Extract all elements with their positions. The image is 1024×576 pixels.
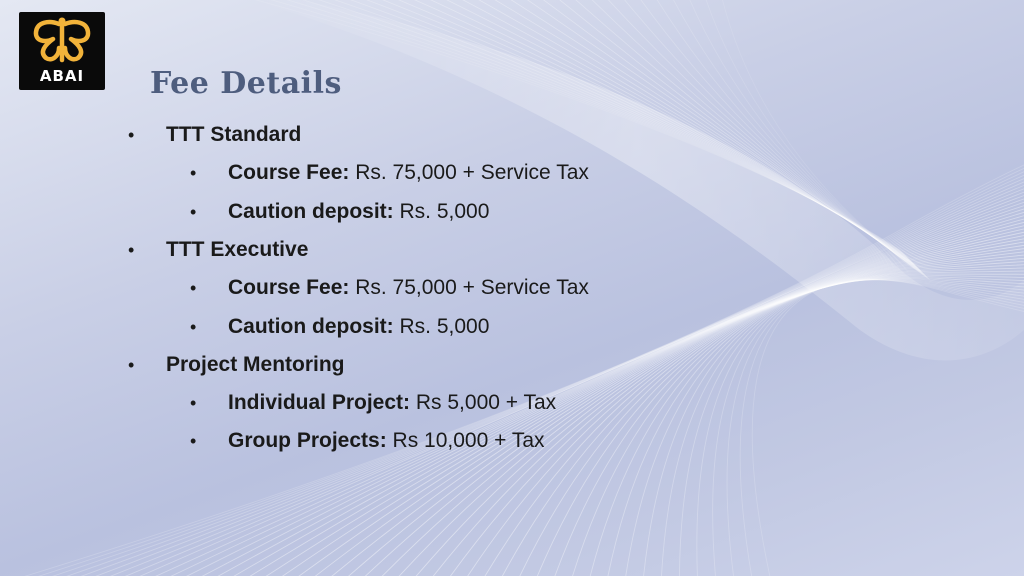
bullet-icon: •: [190, 202, 197, 222]
fee-label: Course Fee:: [228, 276, 350, 299]
background-line: [0, 152, 1024, 576]
page-title: Fee Details: [150, 66, 342, 101]
background-line: [0, 156, 1024, 576]
fee-value: Rs 5,000 + Tax: [415, 391, 557, 414]
background-line: [0, 139, 1024, 576]
bullet-icon: •: [128, 240, 135, 260]
bullet-icon: •: [190, 393, 197, 413]
background-line: [0, 143, 1024, 576]
bullet-icon: •: [190, 278, 197, 298]
bullet-icon: •: [128, 355, 135, 375]
background-line: [0, 130, 1024, 576]
fee-value: Rs. 5,000: [399, 315, 490, 338]
logo-text: ABAI: [39, 67, 85, 85]
fee-value: Rs. 5,000: [399, 200, 490, 223]
bullet-icon: •: [190, 317, 197, 337]
background-line: [0, 147, 1024, 576]
fee-value: Rs. 75,000 + Service Tax: [355, 276, 589, 299]
fee-label: Group Projects:: [228, 429, 387, 452]
section-heading-text: Project Mentoring: [166, 353, 345, 376]
section-heading-text: TTT Standard: [166, 123, 302, 146]
fee-label: Caution deposit:: [228, 315, 394, 338]
butterfly-emblem-icon: [19, 12, 105, 72]
fee-value: Rs. 75,000 + Service Tax: [355, 161, 589, 184]
fee-item-text: [228, 310, 489, 344]
fee-value: Rs 10,000 + Tax: [392, 429, 545, 452]
fee-label: Caution deposit:: [228, 200, 394, 223]
fee-label: Individual Project:: [228, 391, 411, 414]
fee-item-text: [228, 424, 545, 458]
background-line: [496, 0, 917, 267]
bullet-icon: •: [128, 125, 135, 145]
fee-item-text: [228, 386, 556, 420]
fee-item-text: [228, 156, 589, 190]
section-heading-text: TTT Executive: [166, 238, 309, 261]
fee-label: Course Fee:: [228, 161, 350, 184]
bullet-icon: •: [190, 431, 197, 451]
bullet-icon: •: [190, 163, 197, 183]
fee-item-text: [228, 195, 489, 229]
background-line: [0, 134, 1024, 576]
abai-logo: [19, 12, 105, 90]
fee-item-text: [228, 271, 589, 305]
